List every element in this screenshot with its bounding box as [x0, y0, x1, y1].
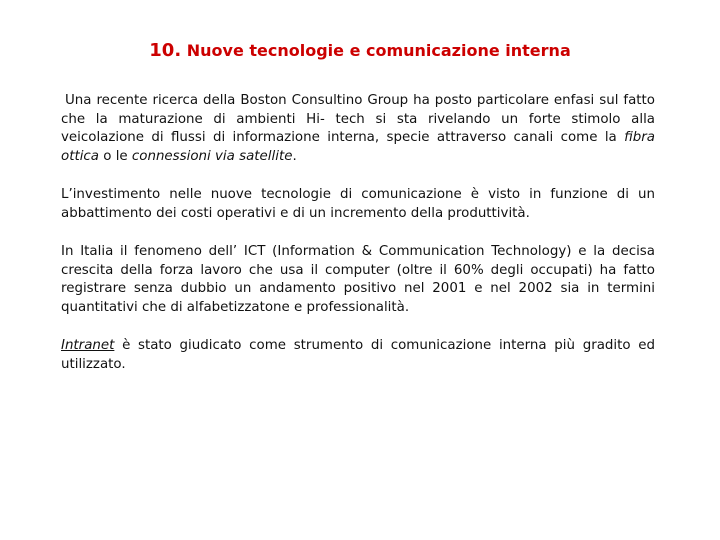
paragraph-1: [61, 92, 655, 166]
paragraph-4: [61, 337, 655, 374]
section-title-text: Nuove tecnologie e comunicazione interna: [186, 41, 571, 60]
paragraph-1-end: .: [292, 148, 297, 164]
emphasis-fibra-ottica: fibra ottica: [61, 130, 655, 164]
body-text: [61, 92, 655, 394]
paragraph-1-conjunction: o le: [98, 148, 132, 164]
paragraph-1-text: Una recente ricerca della Boston Consultino Group ha posto particolare enfasi sul fatto che la maturazione di ambienti Hi- tech si sta rivelando un forte stimolo alla veicolazione di flussi di informazione interna, specie attraverso canali come la: [61, 93, 655, 145]
section-number: 10.: [149, 40, 182, 61]
paragraph-4-text: è stato giudicato come strumento di comunicazione interna più gradito ed utilizzato.: [61, 338, 655, 372]
page-title: [0, 40, 720, 61]
paragraph-3: In Italia il fenomeno dell’ ICT (Information & Communication Technology) e la decisa crescita della forza lavoro che usa il computer (oltre il 60% degli occupati) ha fatto registrare senza dubbio un andamento positivo nel 2001 e nel 2002 sia in termini quantitativi che di alfabetizzatone e professionalità.: [61, 244, 655, 315]
paragraph-2: L’investimento nelle nuove tecnologie di comunicazione è visto in funzione di un abbattimento dei costi operativi e di un incremento della produttività.: [61, 187, 655, 221]
emphasis-connessioni-satellite: connessioni via satellite: [131, 148, 293, 164]
intranet-term: Intranet: [61, 338, 115, 353]
